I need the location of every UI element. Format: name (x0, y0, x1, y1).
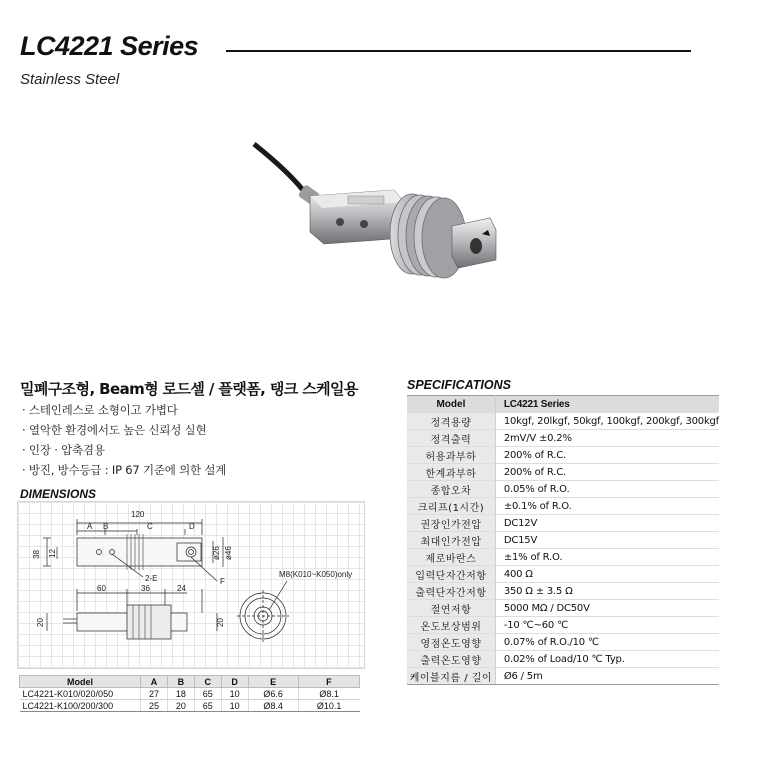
spec-value: 200% of R.C. (495, 464, 719, 481)
spec-value: 0.07% of R.O./10 ℃ (495, 634, 719, 651)
specifications-table (407, 395, 719, 685)
dim-2e: 2-E (145, 574, 158, 583)
features-list (22, 400, 226, 480)
table-cell: Ø10.1 (298, 700, 359, 712)
table-cell: 65 (194, 700, 221, 712)
spec-row (407, 566, 719, 583)
spec-row (407, 430, 719, 447)
spec-label: 최대인가전압 (407, 532, 495, 549)
dim-20-right: 20 (216, 618, 225, 627)
spec-label: 권장인가전압 (407, 515, 495, 532)
dimensions-title: DIMENSIONS (20, 487, 97, 501)
table-row (20, 700, 360, 712)
table-cell: 25 (141, 700, 168, 712)
features-title: 밀폐구조형, Beam형 로드셀 / 플랫폼, 탱크 스케일용 (20, 380, 358, 398)
col-e: E (248, 676, 298, 688)
dim-thread: M8(K010~K050)only (279, 570, 353, 579)
spec-row (407, 651, 719, 668)
dim-12: 12 (48, 549, 57, 558)
spec-label: 제로바란스 (407, 549, 495, 566)
spec-row (407, 447, 719, 464)
spec-row (407, 634, 719, 651)
spec-value: 0.02% of Load/10 ℃ Typ. (495, 651, 719, 668)
page-subtitle: Stainless Steel (20, 71, 120, 88)
dim-24: 24 (177, 584, 186, 593)
spec-label: 온도보상범위 (407, 617, 495, 634)
spec-label: 입력단자간저항 (407, 566, 495, 583)
spec-row (407, 498, 719, 515)
spec-value: -10 ℃~60 ℃ (495, 617, 719, 634)
spec-label: 정격용량 (407, 413, 495, 430)
dim-38: 38 (32, 550, 41, 559)
page-title: LC4221 Series (20, 31, 199, 61)
spec-header-label: Model (407, 396, 495, 413)
spec-label: 출력단자간저항 (407, 583, 495, 600)
spec-row (407, 481, 719, 498)
table-header-row (20, 676, 360, 688)
spec-label: 출력온도영향 (407, 651, 495, 668)
feature-item: · 스테인레스로 소형이고 가볍다 (22, 400, 226, 420)
dimension-drawing (17, 501, 363, 667)
col-b: B (167, 676, 194, 688)
spec-row (407, 617, 719, 634)
spec-row (407, 583, 719, 600)
table-cell: 10 (221, 688, 248, 700)
spec-value: 350 Ω ± 3.5 Ω (495, 583, 719, 600)
table-cell: Ø6.6 (248, 688, 298, 700)
feature-item: · 방진, 방수등급 : IP 67 기준에 의한 설계 (22, 460, 226, 480)
product-photo (244, 138, 514, 318)
dim-d46: ø46 (224, 546, 233, 560)
spec-label: 정격출력 (407, 430, 495, 447)
table-cell: 20 (167, 700, 194, 712)
spec-label: 한계과부하 (407, 464, 495, 481)
spec-row (407, 464, 719, 481)
spec-value: DC12V (495, 515, 719, 532)
dim-20-left: 20 (36, 618, 45, 627)
table-cell: 27 (141, 688, 168, 700)
table-cell: Ø8.1 (298, 688, 359, 700)
spec-value: DC15V (495, 532, 719, 549)
spec-label: 케이블지름 / 길이 (407, 668, 495, 685)
spec-label: 크리프(1시간) (407, 498, 495, 515)
model-table (19, 675, 360, 712)
table-cell: 18 (167, 688, 194, 700)
spec-value: Ø6 / 5m (495, 668, 719, 685)
feature-item: · 열악한 환경에서도 높은 신뢰성 실현 (22, 420, 226, 440)
dim-f: F (220, 577, 225, 586)
spec-row (407, 413, 719, 430)
dim-36: 36 (141, 584, 150, 593)
spec-row (407, 515, 719, 532)
feature-item: · 인장 · 압축겸용 (22, 440, 226, 460)
spec-label: 허용과부하 (407, 447, 495, 464)
title-rule (226, 50, 691, 52)
col-f: F (298, 676, 359, 688)
spec-value: 200% of R.C. (495, 447, 719, 464)
table-cell: Ø8.4 (248, 700, 298, 712)
spec-value: 400 Ω (495, 566, 719, 583)
dim-d: D (189, 522, 195, 531)
spec-label: 절연저항 (407, 600, 495, 617)
spec-header-value: LC4221 Series (495, 396, 719, 413)
dim-b: B (103, 522, 109, 531)
spec-label: 영점온도영향 (407, 634, 495, 651)
spec-value: ±1% of R.O. (495, 549, 719, 566)
col-a: A (141, 676, 168, 688)
spec-value: 2mV/V ±0.2% (495, 430, 719, 447)
dim-a: A (87, 522, 93, 531)
table-cell: LC4221-K010/020/050 (20, 688, 141, 700)
col-d: D (221, 676, 248, 688)
specifications-title: SPECIFICATIONS (407, 378, 511, 392)
spec-value: 0.05% of R.O. (495, 481, 719, 498)
table-row (20, 688, 360, 700)
dim-120: 120 (131, 510, 145, 519)
dim-c: C (147, 522, 153, 531)
table-cell: 65 (194, 688, 221, 700)
spec-value: 5000 MΩ / DC50V (495, 600, 719, 617)
col-c: C (194, 676, 221, 688)
spec-value: ±0.1% of R.O. (495, 498, 719, 515)
spec-row (407, 600, 719, 617)
spec-row (407, 532, 719, 549)
spec-row (407, 668, 719, 685)
spec-header-row (407, 396, 719, 413)
dim-60: 60 (97, 584, 106, 593)
spec-label: 종합오차 (407, 481, 495, 498)
dim-d26: ø26 (212, 546, 221, 560)
spec-row (407, 549, 719, 566)
spec-value: 10kgf, 20lkgf, 50kgf, 100kgf, 200kgf, 300kgf (495, 413, 719, 430)
table-cell: LC4221-K100/200/300 (20, 700, 141, 712)
col-model: Model (20, 676, 141, 688)
table-cell: 10 (221, 700, 248, 712)
